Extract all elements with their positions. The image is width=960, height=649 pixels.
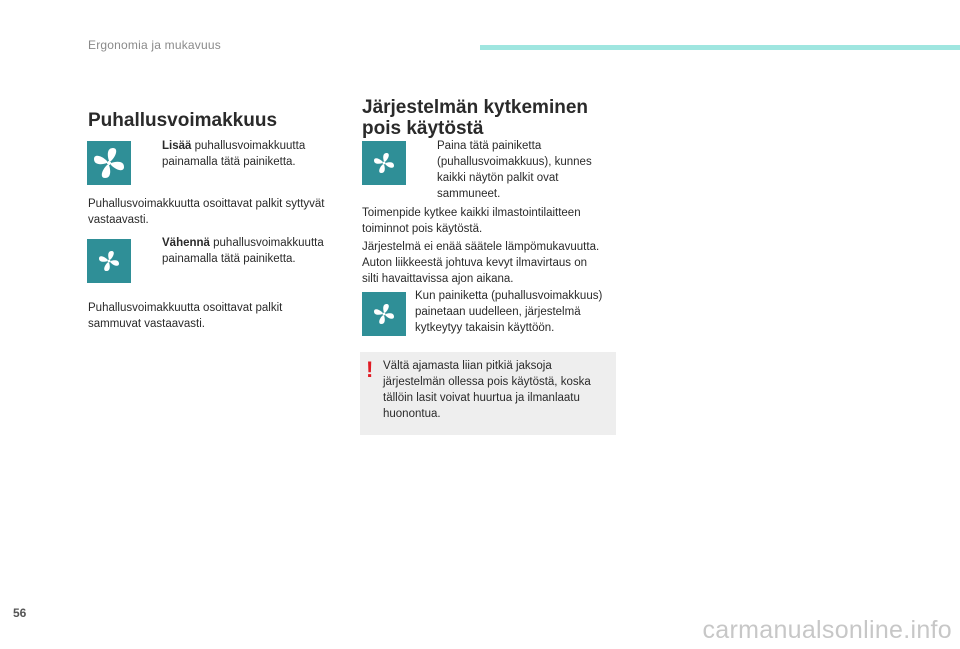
restart-instruction: Kun painiketta (puhallusvoimakkuus) painetaan uudelleen, järjestelmä kytkeytyy takaisin käyttöön. — [415, 290, 603, 334]
para-no-regulation: Järjestelmä ei enää säätele lämpömukavuutta. Auton liikkeestä johtuva kevyt ilmavirtaus on silti havaittavissa ajon aikana. — [362, 241, 600, 285]
warning-text: Vältä ajamasta liian pitkiä jaksoja järjestelmän ollessa pois käytöstä, koska tällöin lasit voivat huurtua ja ilmanlaatu huonontua. — [383, 360, 591, 420]
heading-fan-speed: Puhallusvoimakkuus — [88, 110, 278, 131]
decrease-text-1: puhallusvoimakkuutta — [209, 237, 324, 249]
header-accent-bar — [480, 45, 960, 50]
page-number: 56 — [13, 606, 27, 620]
watermark: carmanualsonline.info — [702, 616, 952, 644]
section-title: Ergonomia ja mukavuus — [88, 38, 221, 52]
heading-system-off: Järjestelmän kytkeminen pois käytöstä — [362, 97, 589, 139]
para-bars-light: Puhallusvoimakkuutta osoittavat palkit syttyvät vastaavasti. — [88, 198, 325, 226]
decrease-keyword: Vähennä — [162, 237, 210, 249]
fan-decrease-icon — [87, 239, 131, 283]
fan-increase-icon — [87, 141, 131, 185]
fan-off-icon — [362, 141, 406, 185]
off-instruction: Paina tätä painiketta (puhallusvoimakkuus), kunnes kaikki näytön palkit ovat sammuneet. — [437, 140, 592, 200]
increase-text-1: puhallusvoimakkuutta — [191, 140, 306, 152]
decrease-text-2: painamalla tätä painiketta. — [162, 253, 296, 265]
para-bars-off: Puhallusvoimakkuutta osoittavat palkit sammuvat vastaavasti. — [88, 302, 283, 330]
para-functions-off: Toimenpide kytkee kaikki ilmastointilaitteen toiminnot pois käytöstä. — [362, 207, 581, 235]
increase-instruction — [162, 138, 352, 170]
increase-keyword: Lisää — [162, 140, 192, 152]
increase-text-2: painamalla tätä painiketta. — [162, 156, 296, 168]
fan-restart-icon — [362, 292, 406, 336]
warning-box — [360, 352, 616, 435]
warning-icon: ! — [366, 357, 374, 382]
decrease-instruction — [162, 235, 352, 267]
